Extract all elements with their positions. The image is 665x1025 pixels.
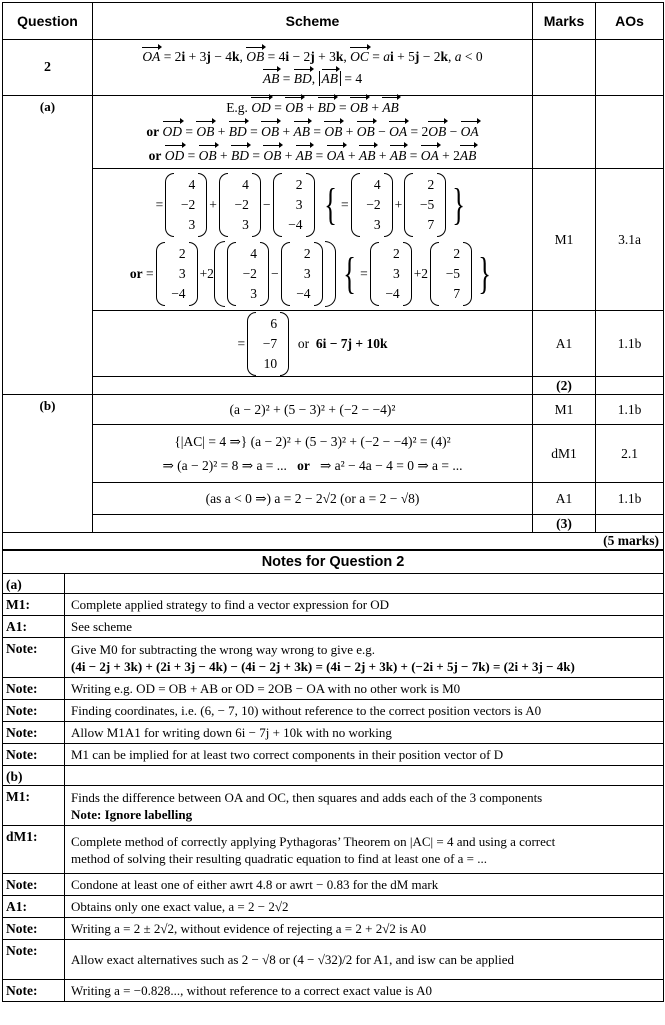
note-row: M1: Finds the difference between OA and OC, then squares and adds each of the 3 components Note: Ignore labelling [3, 786, 664, 826]
b-total-row [3, 515, 664, 533]
a-result: = 6 −7 10 or 6i − 7j + 10k [93, 311, 533, 377]
q2-given [93, 40, 533, 96]
note-row: Note: M1 can be implied for at least two correct components in their position vector of D [3, 744, 664, 766]
header-row [3, 3, 664, 40]
note-row: Note: Condone at least one of either awrt 4.8 or awrt − 0.83 for the dM mark [3, 874, 664, 896]
b-m1-row [3, 395, 664, 425]
b-m1-mark: M1 [533, 395, 596, 425]
note-row: Note: Allow exact alternatives such as 2 − √8 or (4 − √32)/2 for A1, and isw can be applied [3, 940, 664, 980]
header-scheme: Scheme [93, 3, 533, 40]
a-vector-line1: = 4 −2 3 + 4 −2 3 − 2 3 −4 { = 4 −2 3 + 2 −5 7 } [96, 171, 529, 239]
b-dm1-ao: 2.1 [596, 425, 664, 483]
note-row: Note: Writing a = −0.828..., without reference to a correct exact value is A0 [3, 980, 664, 1002]
vector: 2 −5 7 [430, 242, 472, 306]
vector: 4 −2 3 [165, 173, 207, 237]
vector: 2 3 −4 [156, 242, 198, 306]
b-dm1-row [3, 425, 664, 483]
notes-b-label: (b) [3, 766, 65, 786]
result-vector: 6 −7 10 [247, 312, 289, 376]
note-row: A1: See scheme [3, 616, 664, 638]
note-row: A1: Obtains only one exact value, a = 2 − 2√2 [3, 896, 664, 918]
a-vectors-row [3, 169, 664, 311]
a-total-row [3, 377, 664, 395]
b-label: (b) [3, 395, 93, 533]
note-row: M1: Complete applied strategy to find a vector expression for OD [3, 594, 664, 616]
a-line3: or OD = OB + BD = OB + AB = OA + AB + AB = OA + 2AB [96, 144, 529, 168]
note-row: Note: Give M0 for subtracting the wrong way wrong to give e.g. (4i − 2j + 3k) + (2i + 3j − 4k) − (4i − 2j + 3k) = (4i − 2j + 3k) + (−2i + 5j − 7k) = (2i + 3j − 4k) [3, 638, 664, 678]
notes-title: Notes for Question 2 [3, 551, 664, 574]
b-line1: (a − 2)² + (5 − 3)² + (−2 − −4)² [93, 395, 533, 425]
notes-a-label: (a) [3, 574, 65, 594]
q2-label: 2 [3, 40, 93, 96]
scheme-table [2, 2, 664, 550]
note-row: Note: Allow M1A1 for writing down 6i − 7j + 10k with no working [3, 722, 664, 744]
b-m1-ao: 1.1b [596, 395, 664, 425]
b-line4: (as a < 0 ⇒) a = 2 − 2√2 (or a = 2 − √8) [93, 483, 533, 515]
a-expressions [93, 96, 533, 169]
a-result-alt: 6i − 7j + 10k [315, 335, 388, 351]
a-line2: or OD = OB + BD = OB + AB = OB + OB − OA = 2OB − OA [96, 120, 529, 144]
note-row: Note: Writing a = 2 ± 2√2, without evidence of rejecting a = 2 + 2√2 is A0 [3, 918, 664, 940]
b-a1-ao: 1.1b [596, 483, 664, 515]
a-m1-mark: M1 [533, 169, 596, 311]
q2-given-line1: OA = 2i + 3j − 4k, OB = 4i − 2j + 3k, OC = ai + 5j − 2k, a < 0 [96, 46, 529, 68]
notes-table [2, 550, 664, 1002]
b-a1-row [3, 483, 664, 515]
q2-given-row [3, 40, 664, 96]
a-result-row [3, 311, 664, 377]
note-row: Note: Finding coordinates, i.e. (6, − 7, 10) without reference to the correct position vectors is A0 [3, 700, 664, 722]
b-total: (3) [533, 515, 596, 533]
a-label: (a) [3, 96, 93, 395]
b-dm1-work: {|AC| = 4 ⇒} (a − 2)² + (5 − 3)² + (−2 − −4)² = (4)² ⇒ (a − 2)² = 8 ⇒ a = ... or ⇒ a² − 4a − 4 = 0 ⇒ a = ... [93, 425, 533, 483]
a-total: (2) [533, 377, 596, 395]
vector: 4 −2 3 [219, 173, 261, 237]
vector: 2 3 −4 [281, 242, 323, 306]
q2-given-line2: AB = BD, AB = 4 [96, 68, 529, 90]
vector: 4 −2 3 [351, 173, 393, 237]
a-vector-line2: or = 2 3 −4 +2 4 −2 3 − 2 3 −4 { = 2 3 −4 +2 2 −5 7 } [96, 239, 529, 309]
header-question: Question [3, 3, 93, 40]
mark-scheme-page [2, 2, 663, 1002]
a-a1-ao: 1.1b [596, 311, 664, 377]
note-row: Note: Writing e.g. OD = OB + AB or OD = 2OB − OA with no other work is M0 [3, 678, 664, 700]
grand-total: (5 marks) [3, 533, 664, 550]
header-aos: AOs [596, 3, 664, 40]
header-marks: Marks [533, 3, 596, 40]
note-row: dM1: Complete method of correctly applying Pythagoras’ Theorem on |AC| = 4 and using a correct method of solving their resulting quadratic equation to find at least one of a = ... [3, 826, 664, 874]
a-vectors [93, 169, 533, 311]
vector: 4 −2 3 [227, 242, 269, 306]
a-line1: E.g. OD = OB + BD = OB + AB [96, 96, 529, 120]
b-dm1-mark: dM1 [533, 425, 596, 483]
a-method-row [3, 96, 664, 169]
a-a1-mark: A1 [533, 311, 596, 377]
vector: 2 −5 7 [404, 173, 446, 237]
grand-total-row [3, 533, 664, 550]
a-m1-ao: 3.1a [596, 169, 664, 311]
vector: 2 3 −4 [370, 242, 412, 306]
vector: 2 3 −4 [273, 173, 315, 237]
b-a1-mark: A1 [533, 483, 596, 515]
